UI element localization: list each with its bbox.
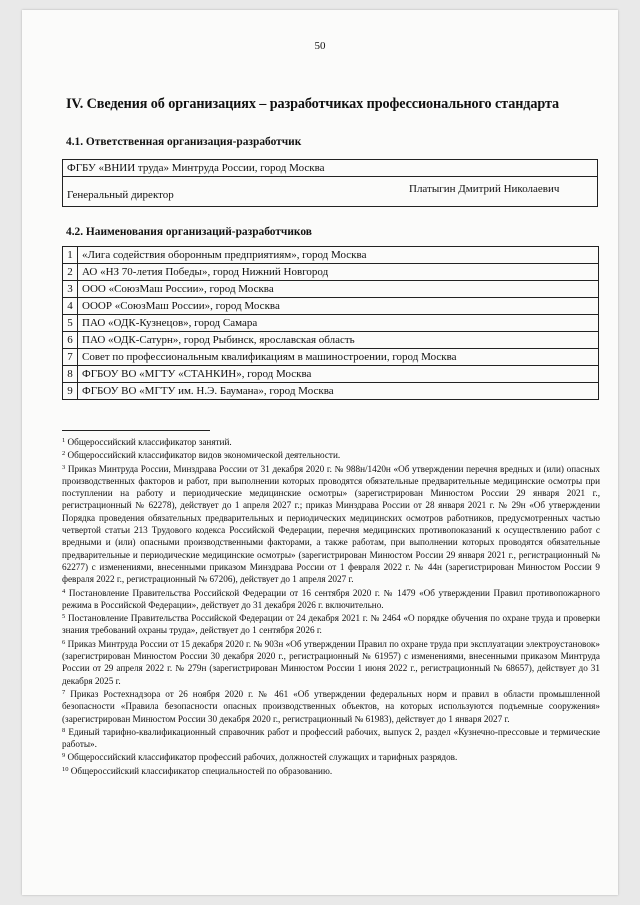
table-row xyxy=(63,332,599,349)
footnote-text: Общероссийский классификатор занятий. xyxy=(67,437,232,447)
footnote-number: 4 xyxy=(62,587,66,595)
row-number: 6 xyxy=(63,332,78,349)
row-number: 2 xyxy=(63,264,78,281)
table-row xyxy=(63,247,599,264)
table-row xyxy=(63,264,599,281)
footnote xyxy=(62,750,600,763)
footnote-number: 10 xyxy=(62,765,69,773)
footnote-text: Общероссийский классификатор специальностей по образованию. xyxy=(70,765,333,776)
row-number: 7 xyxy=(63,349,78,366)
footnote-text: Приказ Ростехнадзора от 26 ноября 2020 г. № 461 «Об утверждении федеральных норм и правил в области промышленной безопасности «Правила безопасности опасных производственных объектов, на которых используются подъемные сооружения» (зарегистрирован Минюстом России 30 декабря 2020 г., регистрационный № 61983), действует до 1 января 2027 г. xyxy=(62,688,601,724)
responsible-organization: ФГБУ «ВНИИ труда» Минтруда России, город Москва xyxy=(67,162,325,174)
organization-name: Совет по профессиональным квалификациям в машиностроении, город Москва xyxy=(78,349,599,366)
footnote-number: 8 xyxy=(62,726,66,734)
footnote xyxy=(62,448,600,461)
footnote xyxy=(62,586,600,612)
organization-name: ПАО «ОДК-Сатурн», город Рыбинск, ярославская область xyxy=(78,332,599,349)
organization-name: ФГБОУ ВО «МГТУ им. Н.Э. Баумана», город Москва xyxy=(78,383,599,400)
table-row xyxy=(63,349,599,366)
responsible-organization-box xyxy=(62,159,598,207)
footnote-number: 3 xyxy=(62,463,66,471)
footnote-text: Единый тарифно-квалификационный справочник работ и профессий рабочих, выпуск 2, раздел «Кузнечно-прессовые и термические работы». xyxy=(62,726,601,750)
footnote-number: 1 xyxy=(62,437,66,444)
row-number: 5 xyxy=(63,315,78,332)
footnote xyxy=(62,725,600,751)
organization-name: ОООР «СоюзМаш России», город Москва xyxy=(78,298,599,315)
responsible-position: Генеральный директор xyxy=(67,189,174,201)
footnote xyxy=(62,764,600,777)
footnote xyxy=(62,611,600,637)
footnote-text: Приказ Минтруда России от 15 декабря 2020 г. № 903н «Об утверждении Правил по охране труда при эксплуатации электроустановок» (зарегистрирован Минюстом России 30 декабря 2020 г., регистрационный № 61957) с изменениями, внесенными приказом Минтруда России от 29 апреля 2022 г. № 279н (зарегистрирован Минюстом России 1 июня 2022 г., регистрационный № 68657), действует до 31 декабря 2025 г. xyxy=(62,638,600,686)
footnote-number: 5 xyxy=(62,613,66,621)
row-number: 4 xyxy=(63,298,78,315)
table-row xyxy=(63,315,599,332)
responsible-person: Платыгин Дмитрий Николаевич xyxy=(409,183,560,195)
organization-name: ООО «СоюзМаш России», город Москва xyxy=(78,281,599,298)
organization-name: ПАО «ОДК-Кузнецов», город Самара xyxy=(78,315,599,332)
organization-name: ФГБОУ ВО «МГТУ «СТАНКИН», город Москва xyxy=(78,366,599,383)
footnote-separator xyxy=(62,430,210,431)
table-row xyxy=(63,281,599,298)
organization-name: «Лига содействия оборонным предприятиям», город Москва xyxy=(78,247,599,264)
table-row xyxy=(63,383,599,400)
footnote-number: 9 xyxy=(62,752,66,760)
developers-heading: 4.2. Наименования организаций-разработчиков xyxy=(66,226,312,238)
developers-table xyxy=(62,246,599,400)
organization-name: АО «НЗ 70-летия Победы», город Нижний Новгород xyxy=(78,264,599,281)
footnote-number: 6 xyxy=(62,638,66,646)
footnote-text: Приказ Минтруда России, Минздрава России от 31 декабря 2020 г. № 988н/1420н «Об утверждении перечня вредных и (или) опасных производственных факторов и работ, при выполнении которых проводятся обязательные предварительные медицинские осмотры при поступлении на работу и периодические медицинские осмотры» (зарегистрирован Минюстом России 29 января 2021 г., регистрационный № 62278), действует до 1 апреля 2027 г.; приказ Минздрава России от 28 января 2021 г. № 29н «Об утверждении Порядка проведения обязательных предварительных и периодических медицинских осмотров работников, предусмотренных частью четвертой статьи 213 Трудового кодекса Российской Федерации, перечня медицинских противопоказаний к осуществлению работ с вредными и (или) опасными производственными факторами, а также работам, при выполнении которых проводятся обязательные предварительные и периодические медицинские осмотры» (зарегистрирован Минюстом России 29 января 2021 г., регистрационный № 62277) с изменениями, внесенными приказом Минздрава России от 1 февраля 2022 г. № 44н (зарегистрирован Минюстом России 9 февраля 2022 г., регистрационный № 67206), действует до 1 апреля 2027 г. xyxy=(62,463,601,585)
divider xyxy=(63,176,597,177)
footnote-number: 7 xyxy=(62,688,66,696)
table-row xyxy=(63,298,599,315)
footnote-number: 2 xyxy=(62,450,66,458)
row-number: 8 xyxy=(63,366,78,383)
footnote-text: Общероссийский классификатор видов экономической деятельности. xyxy=(67,450,341,461)
row-number: 9 xyxy=(63,383,78,400)
footnote-text: Общероссийский классификатор профессий рабочих, должностей служащих и тарифных разрядов. xyxy=(67,752,458,763)
table-row xyxy=(63,366,599,383)
footnote xyxy=(62,462,600,586)
footnote-text: Постановление Правительства Российской Федерации от 16 сентября 2020 г. № 1479 «Об утверждении Правил противопожарного режима в Российской Федерации», действует до 31 декабря 2026 г. включительно. xyxy=(62,587,601,610)
section-title: IV. Сведения об организациях – разработчиках профессионального стандарта xyxy=(66,96,559,112)
row-number: 1 xyxy=(63,247,78,264)
footnotes xyxy=(62,435,600,777)
footnote xyxy=(62,435,600,448)
responsible-heading: 4.1. Ответственная организация-разработчик xyxy=(66,136,302,148)
footnote-text: Постановление Правительства Российской Федерации от 24 декабря 2021 г. № 2464 «О порядке обучения по охране труда и проверки знания требований охраны труда», действует до 1 сентября 2026 г. xyxy=(62,613,600,636)
footnote xyxy=(62,687,600,725)
footnote xyxy=(62,637,600,687)
page-number: 50 xyxy=(314,40,326,52)
row-number: 3 xyxy=(63,281,78,298)
document-page xyxy=(22,10,618,895)
